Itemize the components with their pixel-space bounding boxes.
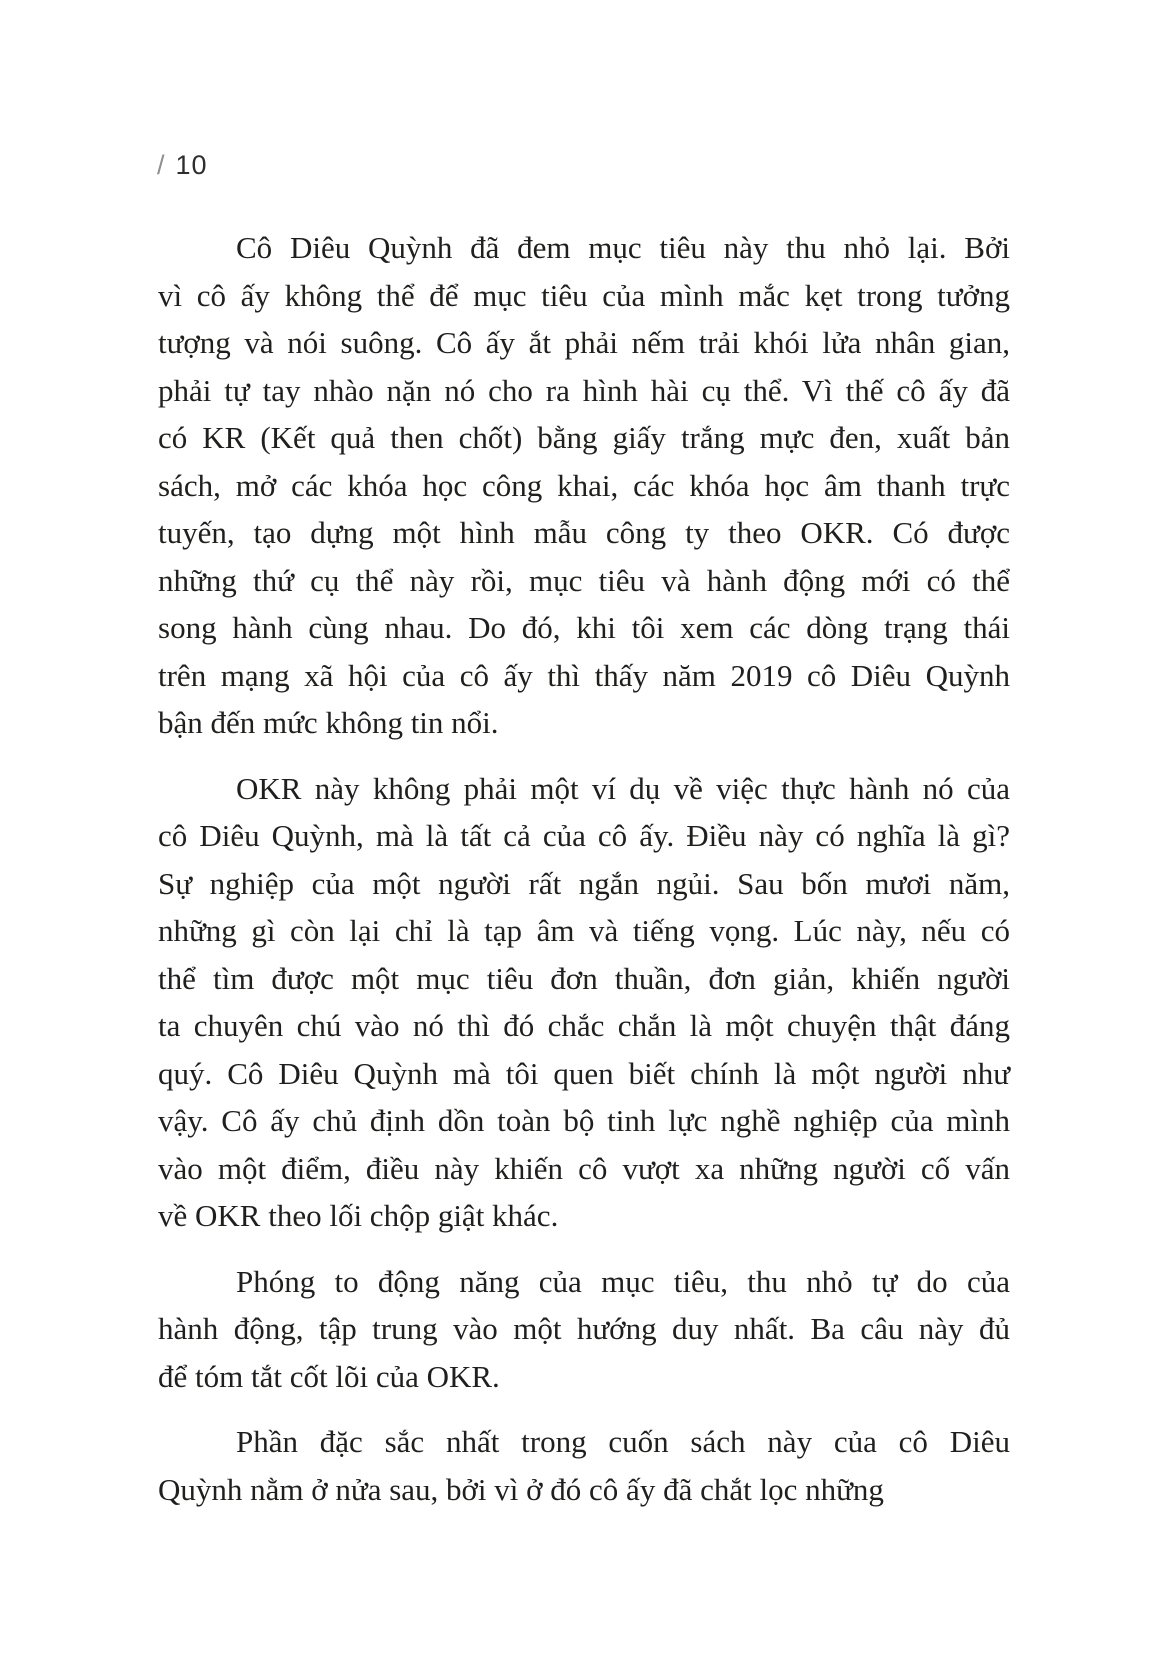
- paragraph-line: để tóm tắt cốt lõi của OKR.: [158, 1358, 500, 1394]
- page-number: 10: [175, 150, 208, 180]
- paragraph-line: Quỳnh nằm ở nửa sau, bởi vì ở đó cô ấy đã chắt lọc những: [158, 1471, 884, 1507]
- paragraph-line: ta chuyên chú vào nó thì đó chắc chắn là một chuyện thật đáng: [158, 1008, 1010, 1043]
- paragraph: [158, 224, 1010, 747]
- paragraph-line: song hành cùng nhau. Do đó, khi tôi xem các dòng trạng thái: [158, 610, 1010, 645]
- paragraph-line: những gì còn lại chỉ là tạp âm và tiếng vọng. Lúc này, nếu có: [158, 913, 1010, 948]
- paragraph-line: sách, mở các khóa học công khai, các khóa học âm thanh trực: [158, 467, 1010, 503]
- paragraph-line: cô Diêu Quỳnh, mà là tất cả của cô ấy. Điều này có nghĩa là gì?: [158, 818, 1010, 853]
- paragraph-line: có KR (Kết quả then chốt) bằng giấy trắng mực đen, xuất bản: [158, 420, 1010, 455]
- paragraph-line: tượng và nói suông. Cô ấy ắt phải nếm trải khói lửa nhân gian,: [158, 325, 1010, 360]
- paragraph-line: Phần đặc sắc nhất trong cuốn sách này của cô Diêu: [236, 1424, 1010, 1459]
- paragraph-line: OKR này không phải một ví dụ về việc thực hành nó của: [236, 770, 1010, 806]
- paragraph: [158, 1258, 1010, 1401]
- paragraph-line: Cô Diêu Quỳnh đã đem mục tiêu này thu nhỏ lại. Bởi: [236, 230, 1010, 265]
- paragraph-line: vậy. Cô ấy chủ định dồn toàn bộ tinh lực nghề nghiệp của mình: [158, 1103, 1010, 1138]
- paragraph-line: hành động, tập trung vào một hướng duy nhất. Ba câu này đủ: [158, 1311, 1010, 1346]
- paragraph-line: Sự nghiệp của một người rất ngắn ngủi. Sau bốn mươi năm,: [158, 865, 1010, 901]
- paragraph: [158, 1418, 1010, 1513]
- paragraph-line: bận đến mức không tin nổi.: [158, 705, 499, 740]
- paragraph-line: vào một điểm, điều này khiến cô vượt xa những người cố vấn: [158, 1150, 1010, 1186]
- paragraph: [158, 765, 1010, 1240]
- paragraph-line: Phóng to động năng của mục tiêu, thu nhỏ tự do của: [236, 1263, 1010, 1299]
- page-body: [158, 224, 1010, 1513]
- paragraph-line: phải tự tay nhào nặn nó cho ra hình hài cụ thể. Vì thế cô ấy đã: [158, 372, 1010, 408]
- page-number-slash: /: [157, 150, 166, 180]
- paragraph-line: thể tìm được một mục tiêu đơn thuần, đơn giản, khiến người: [158, 960, 1010, 996]
- page-header: [157, 150, 208, 180]
- paragraph-line: trên mạng xã hội của cô ấy thì thấy năm 2019 cô Diêu Quỳnh: [158, 657, 1010, 693]
- paragraph-line: về OKR theo lối chộp giật khác.: [158, 1198, 559, 1233]
- paragraph-line: những thứ cụ thể này rồi, mục tiêu và hành động mới có thể: [158, 562, 1010, 598]
- paragraph-line: vì cô ấy không thể để mục tiêu của mình mắc kẹt trong tưởng: [158, 277, 1010, 313]
- paragraph-line: tuyến, tạo dựng một hình mẫu công ty theo OKR. Có được: [158, 515, 1010, 550]
- paragraph-line: quý. Cô Diêu Quỳnh mà tôi quen biết chính là một người như: [158, 1055, 1010, 1091]
